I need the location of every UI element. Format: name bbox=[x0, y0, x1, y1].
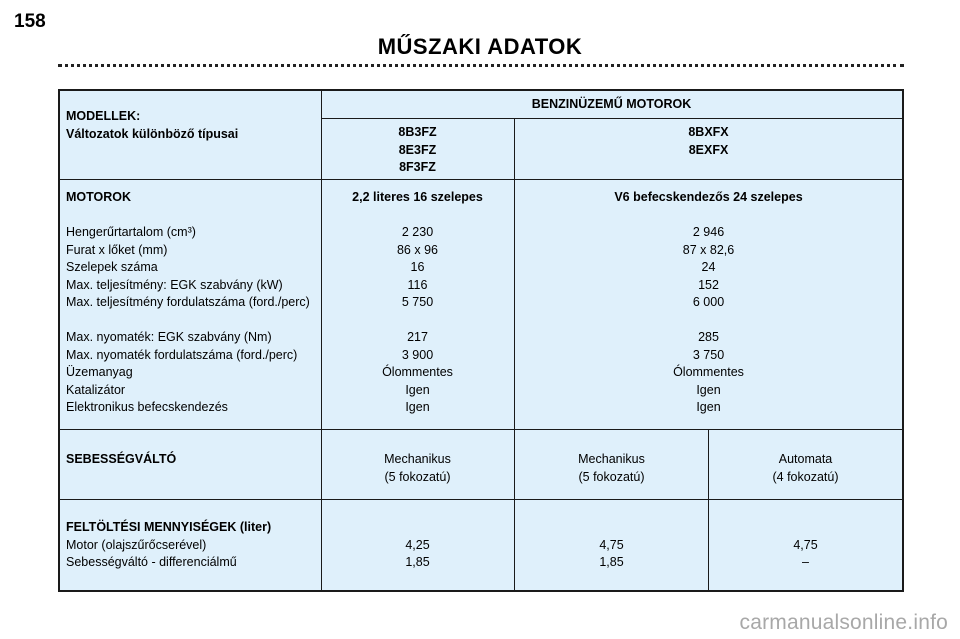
models-label: MODELLEK: bbox=[66, 109, 141, 123]
engine-col1-title: 2,2 literes 16 szelepes bbox=[352, 190, 483, 204]
capacity-value: 4,25 bbox=[405, 537, 430, 552]
gearbox-type: Automata bbox=[778, 452, 833, 466]
variants-label: Változatok különböző típusai bbox=[66, 126, 239, 141]
capacities-col2b bbox=[709, 537, 902, 572]
capacity-value: 1,85 bbox=[599, 555, 624, 569]
spec-value: 86 x 96 bbox=[396, 242, 438, 257]
gearbox-col2a bbox=[515, 451, 708, 486]
gearbox-col2b bbox=[709, 451, 902, 486]
watermark: carmanualsonline.info bbox=[739, 611, 948, 634]
engine-col2-values bbox=[515, 189, 902, 417]
col1-variants bbox=[321, 124, 514, 177]
capacity-value: 1,85 bbox=[405, 555, 430, 569]
col2-variants bbox=[515, 124, 902, 159]
gearbox-gears: (5 fokozatú) bbox=[578, 469, 645, 484]
spec-value: 3 750 bbox=[692, 347, 725, 362]
gearbox-col1 bbox=[321, 451, 514, 486]
divider-engines-bottom bbox=[60, 429, 902, 430]
title-dotted-rule bbox=[58, 64, 904, 67]
spec-value: Igen bbox=[405, 400, 430, 414]
capacity-value: – bbox=[802, 555, 809, 569]
spec-value: 217 bbox=[407, 330, 428, 344]
page-number: 158 bbox=[14, 11, 46, 32]
spec-value: Igen bbox=[696, 382, 721, 397]
engine-col2-title: V6 befecskendezős 24 szelepes bbox=[614, 190, 803, 204]
spec-value: 285 bbox=[698, 330, 719, 344]
capacities-col2a bbox=[515, 537, 708, 572]
engines-section-label: MOTOROK bbox=[66, 190, 132, 204]
spec-value: 24 bbox=[701, 260, 716, 274]
divider-header-bottom bbox=[60, 179, 902, 180]
spec-value: 5 750 bbox=[401, 295, 434, 309]
capacity-label-gearbox: Sebességváltó - differenciálmű bbox=[66, 555, 237, 569]
spec-value: 2 230 bbox=[401, 225, 434, 239]
variant-code: 8B3FZ bbox=[398, 125, 437, 139]
spec-value: Igen bbox=[696, 400, 721, 414]
spec-value: 16 bbox=[410, 260, 425, 274]
spec-label-catalyst: Katalizátor bbox=[66, 382, 126, 397]
spec-label-injection: Elektronikus befecskendezés bbox=[66, 400, 228, 414]
spec-value: Igen bbox=[405, 382, 430, 397]
gearbox-gears: (4 fokozatú) bbox=[772, 469, 839, 484]
variant-code: 8F3FZ bbox=[399, 160, 436, 174]
spec-label-power: Max. teljesítmény: EGK szabvány (kW) bbox=[66, 277, 283, 292]
gearbox-type: Mechanikus bbox=[384, 452, 451, 466]
engines-labels bbox=[66, 189, 322, 417]
divider-gearbox-bottom bbox=[60, 499, 902, 500]
spec-value: 6 000 bbox=[692, 295, 725, 309]
spec-label-valves: Szelepek száma bbox=[66, 260, 158, 274]
spec-label-torque: Max. nyomaték: EGK szabvány (Nm) bbox=[66, 330, 272, 344]
models-header bbox=[66, 108, 316, 143]
engines-group-header: BENZINÜZEMŰ MOTOROK bbox=[531, 97, 692, 111]
spec-value: 152 bbox=[698, 277, 719, 292]
capacities-labels bbox=[66, 519, 322, 572]
spec-label-fuel: Üzemanyag bbox=[66, 365, 133, 379]
spec-table bbox=[58, 89, 904, 592]
gearbox-type: Mechanikus bbox=[578, 452, 645, 466]
spec-label-torque-rpm: Max. nyomaték fordulatszáma (ford./perc) bbox=[66, 347, 298, 362]
capacity-label-engine-oil: Motor (olajszűrőcserével) bbox=[66, 537, 207, 552]
spec-value: Ólommentes bbox=[673, 365, 744, 379]
spec-value: 3 900 bbox=[401, 347, 434, 362]
spec-value: Ólommentes bbox=[382, 365, 453, 379]
capacities-col1 bbox=[321, 537, 514, 572]
spec-label-bore-stroke: Furat x lőket (mm) bbox=[66, 242, 168, 257]
page-title: MŰSZAKI ADATOK bbox=[377, 34, 583, 59]
gearbox-label: SEBESSÉGVÁLTÓ bbox=[66, 452, 177, 466]
capacities-section-label: FELTÖLTÉSI MENNYISÉGEK (liter) bbox=[66, 520, 272, 534]
spec-value: 116 bbox=[407, 277, 428, 292]
spec-label-power-rpm: Max. teljesítmény fordulatszáma (ford./perc) bbox=[66, 295, 310, 309]
capacity-value: 4,75 bbox=[599, 537, 624, 552]
spec-value: 87 x 82,6 bbox=[682, 242, 735, 257]
spec-value: 2 946 bbox=[692, 225, 725, 239]
spec-label-displacement: Hengerűrtartalom (cm³) bbox=[66, 225, 196, 239]
engine-col1-values bbox=[321, 189, 514, 417]
gearbox-gears: (5 fokozatú) bbox=[384, 469, 451, 484]
divider-under-group-header bbox=[321, 118, 902, 119]
capacity-value: 4,75 bbox=[793, 537, 818, 552]
variant-code: 8BXFX bbox=[688, 125, 729, 139]
variant-code: 8EXFX bbox=[688, 142, 729, 157]
variant-code: 8E3FZ bbox=[398, 142, 437, 157]
